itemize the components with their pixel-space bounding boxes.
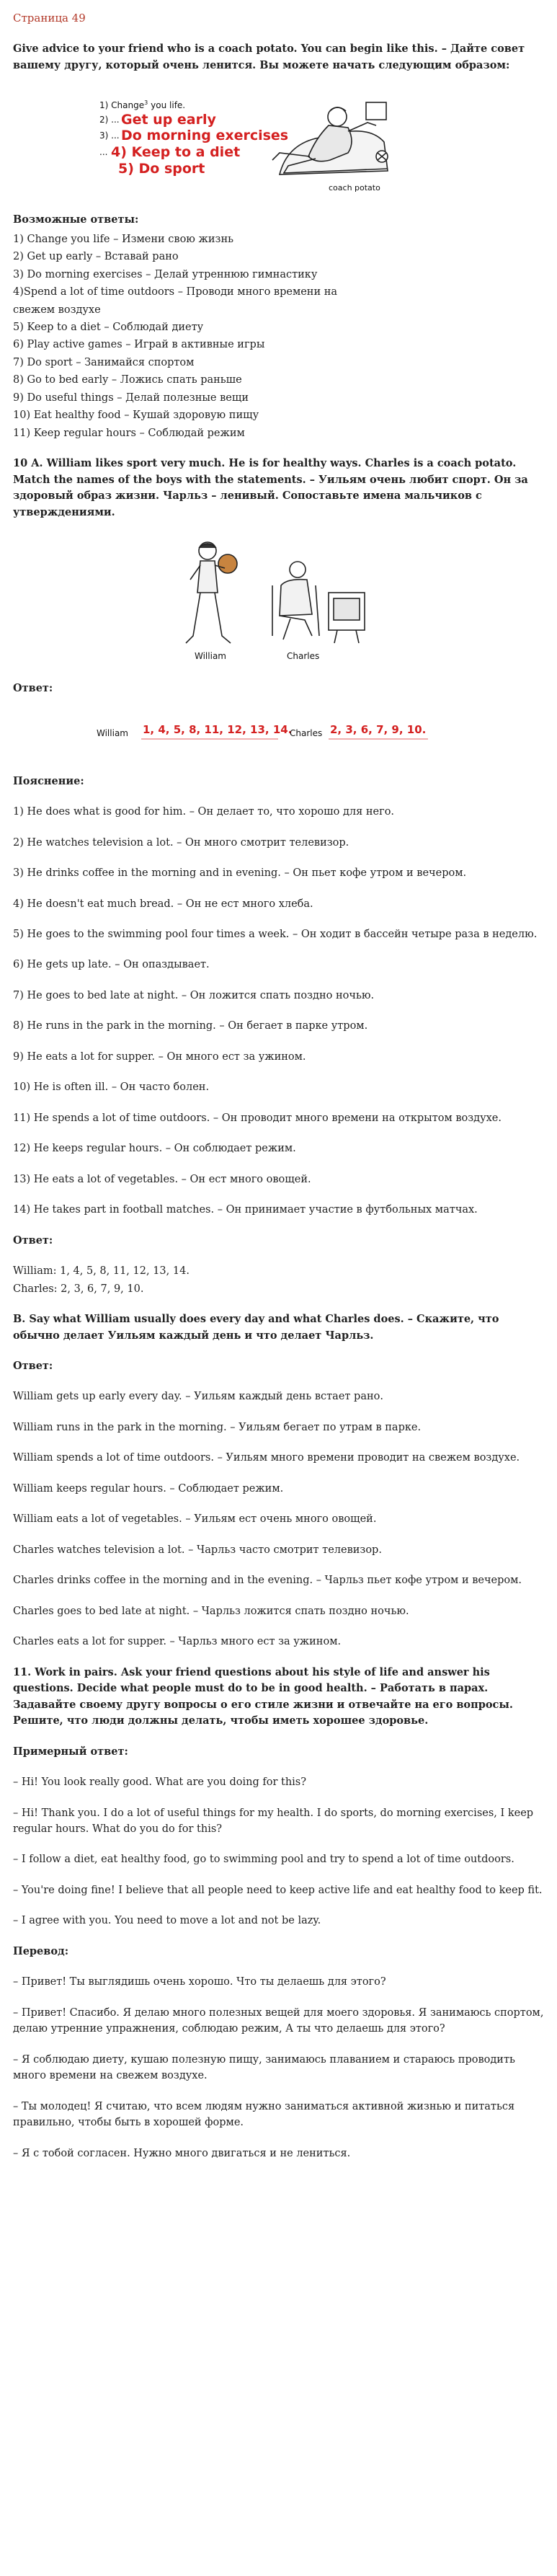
list-item: 6) Play active games – Играй в активные игры <box>13 339 265 351</box>
fig1-line3: Do morning exercises <box>121 128 289 144</box>
answer2-william: William: 1, 4, 5, 8, 11, 12, 13, 14. <box>13 1265 190 1278</box>
possible-answers-title: Возможные ответы: <box>13 213 139 226</box>
dialog-line: – Hi! You look really good. What are you doing for this? <box>13 1776 307 1789</box>
label-charles: Charles <box>287 651 320 662</box>
list-item: 7) Do sport – Занимайся спортом <box>13 356 195 368</box>
list-item: 5) Keep to a diet – Соблюдай диету <box>13 322 204 333</box>
explanation-title: Пояснение: <box>13 774 84 787</box>
translation-line: – Я соблюдаю диету, кушаю полезную пищу, занимаюсь плаванием и стараюсь проводить много времени на свежем воздухе. <box>13 2053 515 2082</box>
sample-answer-title: Примерный ответ: <box>13 1745 128 1758</box>
label-william: William <box>195 651 226 662</box>
translation-line: – Привет! Спасибо. Я делаю много полезных вещей для моего здоровья. Я занимаюсь спортом, делаю утренние упражнения, соблюдаю режим, А ты что делаешь для этого? <box>13 2006 544 2035</box>
answer2-title: Ответ: <box>13 1234 53 1247</box>
fig1-caption: coach potato <box>329 183 380 193</box>
answer-title: Ответ: <box>13 682 53 695</box>
answer-b-item: Charles drinks coffee in the morning and in the evening. – Чарльз пьет кофе утром и вечером. <box>13 1575 522 1587</box>
dialog-line: – I agree with you. You need to move a lot and not be lazy. <box>13 1915 321 1927</box>
answer-b-item: William keeps regular hours. – Соблюдает режим. <box>13 1482 284 1495</box>
translation-line: – Привет! Ты выглядишь очень хорошо. Что ты делаешь для этого? <box>13 1976 386 1988</box>
answer-b-item: Charles watches television a lot. – Чарльз часто смотрит телевизор. <box>13 1544 382 1556</box>
answer-b-item: Charles goes to bed late at night. – Чарльз ложится спать поздно ночью. <box>13 1605 409 1617</box>
answer-b-item: William spends a lot of time outdoors. – Уильям много времени проводит на свежем воздухе. <box>13 1452 520 1464</box>
task-10-heading: 10 A. William likes sport very much. He is for healthy ways. Charles is a coach potato. Match the names of the boys with the statements. – Уильям очень любит спорт. Он за здоровый образ жизни. Чарльз – ленивый. Сопоставьте имена мальчиков с утверждениями. <box>13 457 528 518</box>
page-link[interactable]: Страница 49 <box>13 12 86 25</box>
task-11-heading: 11. Work in pairs. Ask your friend questions about his style of life and answer his questions. Decide what people must do to be in good health. – Работать в парах. Задавайте своему другу вопросы о его стиле жизни и отвечайте на его вопросы. Решите, что люди должны делать, чтобы иметь хорошее здоровье. <box>13 1665 513 1727</box>
answer-charles-label: Charles <box>290 727 323 738</box>
explanation-item: 12) He keeps regular hours. – Он соблюдает режим. <box>13 1143 296 1155</box>
explanation-item: 14) He takes part in football matches. – Он принимает участие в футбольных матчах. <box>13 1204 478 1216</box>
list-item: 9) Do useful things – Делай полезные вещи <box>13 391 249 404</box>
translation-title: Перевод: <box>13 1944 69 1957</box>
explanation-item: 13) He eats a lot of vegetables. – Он ест много овощей. <box>13 1173 311 1185</box>
fig1-line5: 5) Do sport <box>118 161 205 177</box>
answer-b-item: William eats a lot of vegetables. – Уильям ест очень много овощей. <box>13 1513 377 1526</box>
answer2-list <box>13 1263 544 1297</box>
list-item: 11) Keep regular hours – Соблюдай режим <box>13 427 245 439</box>
dialog-line: – I follow a diet, eat healthy food, go to swimming pool and try to spend a lot of time outdoors. <box>13 1854 514 1866</box>
translation-line: – Я с тобой согласен. Нужно много двигаться и не лениться. <box>13 2147 351 2159</box>
charles-drawing <box>272 562 365 643</box>
explanation-item: 10) He is often ill. – Он часто болен. <box>13 1081 210 1094</box>
explanation-item: 7) He goes to bed late at night. – Он ложится спать поздно ночью. <box>13 989 375 1001</box>
fig1-line4-prefix: ... <box>99 147 108 158</box>
explanation-item: 11) He spends a lot of time outdoors. – Он проводит много времени на открытом воздухе. <box>13 1112 502 1124</box>
fig1-line2: Get up early <box>121 112 216 128</box>
fig1-line2-prefix: 2) ... <box>99 115 120 125</box>
coach-potato-illustration <box>99 88 402 196</box>
list-item: 3) Do morning exercises – Делай утреннюю гимнастику <box>13 268 318 280</box>
possible-answers-list <box>13 231 544 442</box>
list-item: 1) Change you life – Измени свою жизнь <box>13 233 234 245</box>
explanation-item: 2) He watches television a lot. – Он много смотрит телевизор. <box>13 836 349 849</box>
answer-william-values: 1, 4, 5, 8, 11, 12, 13, 14. <box>143 722 293 736</box>
answer2-charles: Charles: 2, 3, 6, 7, 9, 10. <box>13 1283 144 1295</box>
translation-line: – Ты молодец! Я считаю, что всем людям нужно заниматься активной жизнью и питаться правильно, чтобы быть в хорошей форме. <box>13 2100 515 2129</box>
coach-potato-drawing <box>272 102 388 174</box>
answer-b-item: Charles eats a lot for supper. – Чарльз много ест за ужином. <box>13 1636 342 1648</box>
explanation-item: 1) He does what is good for him. – Он делает то, что хорошо для него. <box>13 806 395 818</box>
task-b-heading: B. Say what William usually does every day and what Charles does. – Скажите, что обычно делает Уильям каждый день и что делает Чарльз. <box>13 1313 499 1342</box>
explanation-item: 9) He eats a lot for supper. – Он много ест за ужином. <box>13 1050 306 1063</box>
answer3-title: Ответ: <box>13 1360 53 1372</box>
fig1-line4: 4) Keep to a diet <box>111 144 241 161</box>
william-charles-illustration <box>164 535 380 665</box>
explanation-item: 6) He gets up late. – Он опаздывает. <box>13 959 210 971</box>
dialog-line: – Hi! Thank you. I do a lot of useful things for my health. I do sports, do morning exercises, I keep regular hours. What do you do for this? <box>13 1807 534 1835</box>
explanation-item: 8) He runs in the park in the morning. – Он бегает в парке утром. <box>13 1020 368 1032</box>
explanation-item: 4) He doesn't eat much bread. – Он не ест много хлеба. <box>13 898 313 910</box>
list-item: 2) Get up early – Вставай рано <box>13 251 179 263</box>
explanation-item: 5) He goes to the swimming pool four times a week. – Он ходит в бассейн четыре раза в неделю. <box>13 928 538 940</box>
answer-william-label: William <box>97 727 128 738</box>
fig1-line3-prefix: 3) ... <box>99 130 120 141</box>
answer-illustration <box>85 712 489 755</box>
list-item: свежем воздухе <box>13 304 101 316</box>
fig1-line1: 1) Change$^3$ you life. <box>99 99 186 111</box>
answer-b-item: William runs in the park in the morning. – Уильям бегает по утрам в парке. <box>13 1421 422 1433</box>
list-item: 10) Eat healthy food – Кушай здоровую пищу <box>13 410 259 422</box>
william-drawing <box>186 542 237 643</box>
explanation-item: 3) He drinks coffee in the morning and in evening. – Он пьет кофе утром и вечером. <box>13 867 467 880</box>
task-intro: Give advice to your friend who is a coach potato. You can begin like this. – Дайте совет вашему другу, который очень ленится. Вы можете начать следующим образом: <box>13 43 525 71</box>
list-item: 8) Go to bed early – Ложись спать раньше <box>13 374 242 386</box>
list-item: 4)Spend a lot of time outdoors – Проводи много времени на <box>13 286 338 298</box>
dialog-line: – You're doing fine! I believe that all people need to keep active life and eat healthy food to keep fit. <box>13 1884 543 1896</box>
answer-b-item: William gets up early every day. – Уильям каждый день встает рано. <box>13 1391 383 1403</box>
answer-charles-values: 2, 3, 6, 7, 9, 10. <box>330 722 427 736</box>
